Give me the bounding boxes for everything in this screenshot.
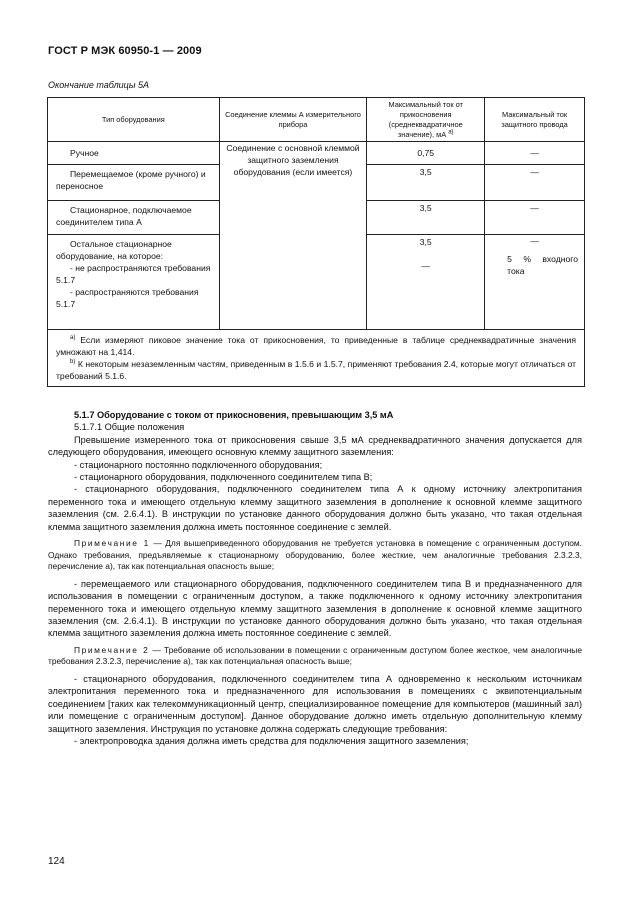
table-notes-row (48, 330, 585, 387)
body-text (48, 409, 582, 748)
connection-cell: Соединение с основной клеммой защитного заземления оборудования (если имеется) (219, 142, 367, 330)
table-5a (47, 97, 585, 387)
header-protective-current: Максимальный ток защитного провода (485, 98, 585, 142)
list-item: - стационарного постоянно подключенного оборудования; (74, 459, 323, 470)
protective-cell: — (485, 165, 585, 201)
table-note: $^{а)}$ Если измеряют пиковое значение тока от прикосновения, то приведенные в таблице среднеквадратичные значения умножают на 1,414. (56, 335, 577, 357)
list-item: - электропроводка здания должна иметь средства для подключения защитного заземления; (74, 736, 469, 747)
protective-cell: — 5 % входного тока (485, 235, 585, 330)
equipment-cell: Остальное стационарное оборудование, на которое: - не распространяются требования 5.1.7 - распространяются требования 5.1.7 (48, 235, 220, 330)
current-cell: 3,5 (367, 201, 485, 235)
current-cell: 3,5 (367, 165, 485, 201)
document-header: ГОСТ Р МЭК 60950-1 — 2009 (48, 45, 202, 57)
current-cell: 0,75 (367, 142, 485, 165)
section-heading: 5.1.7 Оборудование с током от прикосновения, превышающим 3,5 мА (74, 410, 394, 420)
equipment-cell: Ручное (48, 142, 220, 165)
equipment-cell: Стационарное, подключаемое соединителем типа А (48, 201, 220, 235)
header-connection: Соединение клеммы А измерительного прибора (219, 98, 367, 142)
subsection-heading: 5.1.7.1 Общие положения (74, 422, 185, 433)
equipment-cell: Перемещаемое (кроме ручного) и переносное (48, 165, 220, 201)
table-row (48, 142, 585, 165)
paragraph: Превышение измеренного тока от прикосновения свыше 3,5 мА среднеквадратичного значения допускается для следующего оборудования, имеющего основную клемму защитного заземления: (48, 434, 582, 458)
note-1: Примечание 1 — Для вышеприведенного оборудования не требуется установка в помещение с ограниченным доступом. Однако требования, предъявляемые к стационарному оборудованию, более жесткие, чем аналогичные требования 2.3.2.3, перечисление а), так как потенциальная опасность выше; (48, 538, 582, 572)
list-item: - стационарного оборудования, подключенного соединителем типа В; (74, 472, 373, 483)
header-touch-current: Максимальный ток от прикосновения (среднеквадратичное значение), мА $^{а)}$ (367, 98, 485, 142)
note-2: Примечание 2 — Требование об использовании в помещении с ограниченным доступом более жесткое, чем аналогичные требования 2.3.2.3, перечисление а), так как потенциальная опасность выше; (48, 644, 582, 667)
page-number: 124 (48, 856, 65, 867)
table-header-row (48, 98, 585, 142)
protective-cell: — (485, 201, 585, 235)
protective-cell: — (485, 142, 585, 165)
list-item: - стационарного оборудования, подключенного соединителем типа А к одному источнику электропитания переменного тока и имеющего отдельную клемму защитного заземления в дополнение к основной клемме защитного заземления (см. 2.6.4.1). В инструкции по установке данного оборудования должно быть указано, что такая отдельная клемма защитного заземления должна иметь постоянное соединение с землей. (48, 484, 582, 532)
table-note: $^{b)}$ К некоторым незаземленным частям, приведенным в 1.5.6 и 1.5.7, применяют требования 2.4, которые могут отличаться от требований 5.1.6. (56, 359, 576, 381)
header-equipment-type: Тип оборудования (48, 98, 220, 142)
table-caption: Окончание таблицы 5А (48, 80, 149, 90)
list-item: - стационарного оборудования, подключенного соединителем типа А одновременно к нескольким источникам электропитания переменного тока и предназначенного для использования в помещениях с эквипотенциальным соединением [таких как телекоммуникационный центр, специализированное помещение для компьютеров (машинный зал) или помещение с ограниченным доступом]. Данное оборудование должно иметь отдельную дополнительную клемму защитного заземления. Инструкция по установке должна содержать следующие требования: (48, 674, 582, 734)
table-notes (48, 330, 585, 387)
list-item: - перемещаемого или стационарного оборудования, подключенного соединителем типа В и предназначенного для использования в помещении с ограниченным доступом, а также подключенного к одному источнику электропитания переменного тока и имеющего отдельную клемму защитного заземления в дополнение к основной клемме защитного заземления (см. 2.6.4.1). В инструкции по установке данного оборудования должно быть указано, что такая отдельная клемма защитного заземления должна иметь постоянное соединение с землей. (48, 578, 582, 639)
current-cell: 3,5 — (367, 235, 485, 330)
